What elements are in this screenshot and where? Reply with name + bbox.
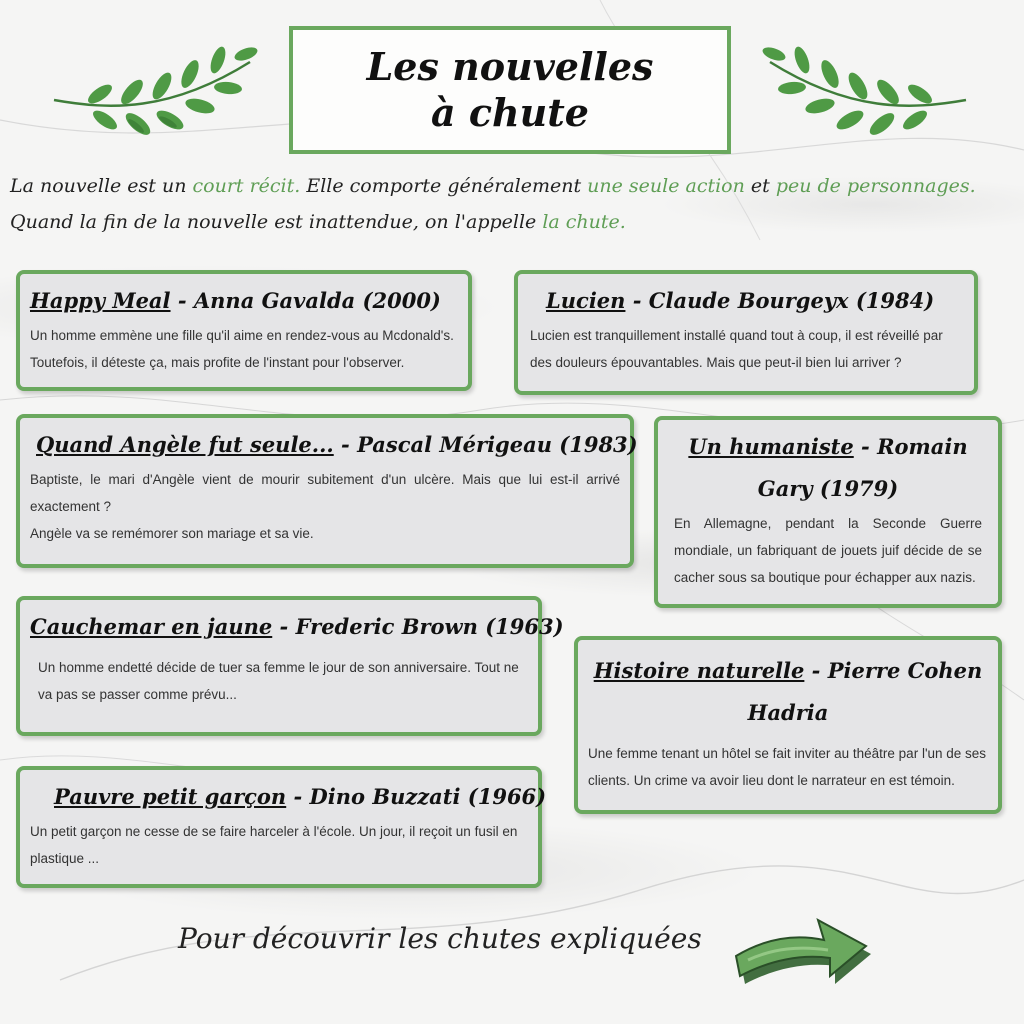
card-description	[30, 322, 458, 376]
book-title: Pauvre petit garçon	[54, 784, 287, 809]
intro-text: La nouvelle est un	[10, 175, 193, 197]
card-title	[30, 606, 564, 648]
description-line: En Allemagne, pendant la Seconde Guerre mondiale, un fabriquant de jouets juif décide de se cacher sous sa boutique pour échapper aux nazis.	[674, 516, 982, 585]
card-description	[530, 322, 964, 376]
description-line: Lucien est tranquillement installé quand tout à coup, il est réveillé par des douleurs épouvantables. Mais que peut-il bien lui arriver ?	[530, 328, 943, 370]
leaf-branch-icon-right	[760, 32, 970, 147]
title-box	[289, 26, 731, 154]
book-title: Happy Meal	[30, 288, 171, 313]
author-year: - Pierre Cohen Hadria	[747, 658, 983, 725]
book-title: Cauchemar en jaune	[30, 614, 273, 639]
intro-paragraph	[10, 168, 1010, 240]
author-year: - Claude Bourgeyx (1984)	[625, 288, 935, 313]
story-card-histoire-naturelle[interactable]	[574, 636, 1002, 814]
book-title: Lucien	[546, 288, 626, 313]
story-card-cauchemar-en-jaune[interactable]	[16, 596, 564, 736]
card-title	[674, 426, 982, 510]
card-description	[30, 648, 528, 708]
card-description	[30, 466, 620, 547]
intro-text: Elle comporte généralement	[300, 175, 588, 197]
story-card-un-humaniste[interactable]	[654, 416, 1002, 608]
intro-highlight: court récit.	[192, 175, 301, 197]
story-card-pauvre-petit-garcon[interactable]	[16, 766, 547, 888]
description-line: Toutefois, il déteste ça, mais profite de l'instant pour l'observer.	[30, 355, 405, 370]
book-title: Histoire naturelle	[593, 658, 805, 683]
story-card-lucien[interactable]	[514, 270, 978, 395]
description-line: Un homme emmène une fille qu'il aime en rendez-vous au Mcdonald's.	[30, 328, 454, 343]
author-year: - Pascal Mérigeau (1983)	[333, 432, 638, 457]
card-title	[588, 646, 988, 734]
leaf-branch-icon-left	[50, 32, 260, 147]
intro-highlight: une seule action	[587, 175, 745, 197]
description-line: Un homme endetté décide de tuer sa femme le jour de son anniversaire. Tout ne va pas se passer comme prévu...	[38, 660, 519, 702]
card-title	[30, 280, 458, 322]
card-title	[530, 280, 964, 322]
author-year: - Romain Gary (1979)	[757, 434, 968, 501]
card-description	[588, 734, 988, 794]
book-title: Un humaniste	[688, 434, 854, 459]
description-line: Une femme tenant un hôtel se fait inviter au théâtre par l'un de ses clients. Un crime va avoir lieu dont le narrateur en est témoin.	[588, 746, 987, 788]
story-card-happy-meal[interactable]	[16, 270, 472, 391]
story-card-quand-angele[interactable]	[16, 414, 638, 568]
title-line-2: à chute	[431, 90, 589, 135]
card-description	[30, 818, 528, 872]
description-line: Un petit garçon ne cesse de se faire harceler à l'école. Un jour, il reçoit un fusil en plastique ...	[30, 824, 518, 866]
description-line: Angèle va se remémorer son mariage et sa vie.	[30, 526, 314, 541]
book-title: Quand Angèle fut seule...	[36, 432, 334, 457]
card-description	[674, 510, 982, 591]
author-year: - Frederic Brown (1963)	[272, 614, 564, 639]
title-line-1: Les nouvelles	[366, 44, 654, 89]
intro-text: et	[744, 175, 776, 197]
intro-highlight: peu de personnages.	[775, 175, 976, 197]
author-year: - Dino Buzzati (1966)	[286, 784, 547, 809]
arrow-right-icon[interactable]	[728, 912, 878, 988]
footer-link-text[interactable]: Pour découvrir les chutes expliquées	[178, 922, 702, 955]
author-year: - Anna Gavalda (2000)	[170, 288, 441, 313]
intro-highlight: la chute.	[542, 211, 626, 233]
intro-text: Quand la fin de la nouvelle est inattendue, on l'appelle	[10, 211, 543, 233]
description-line: Baptiste, le mari d'Angèle vient de mourir subitement d'un ulcère. Mais que lui est-il arrivé exactement ?	[30, 472, 620, 514]
card-title	[30, 424, 638, 466]
card-title	[30, 776, 547, 818]
